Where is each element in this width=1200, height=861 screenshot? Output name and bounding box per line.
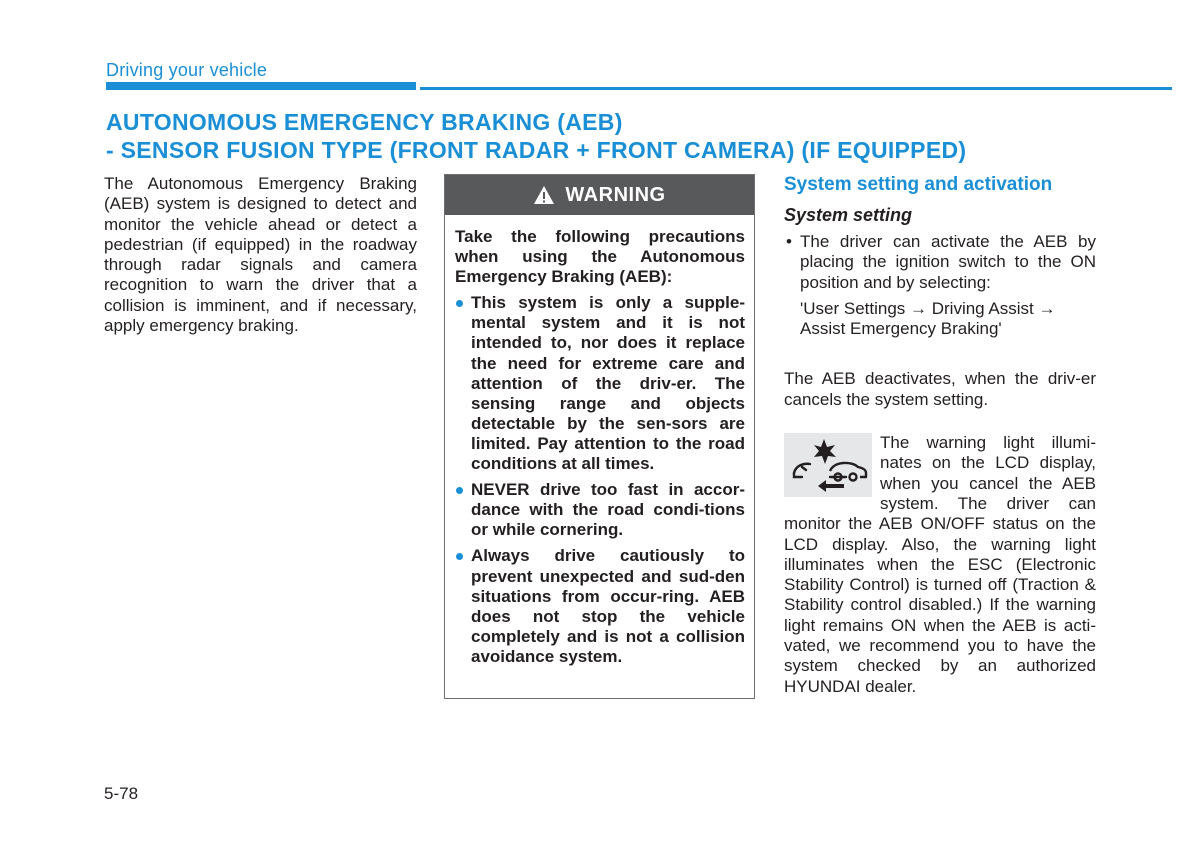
- warning-list: [455, 293, 745, 667]
- warning-item: This system is only a supple-mental system and it is not intended to, nor does it replace the need for extreme care and attention of the driv-er. The sensing range and objects detectable by the sen-sors are limited. Pay attention to the road conditions at all times.: [455, 293, 745, 474]
- header-rule: [420, 87, 1172, 90]
- activation-bullet: • The driver can activate the AEB by placing the ignition switch to the ON position and by selecting:: [784, 232, 1096, 293]
- page-number: 5-78: [104, 784, 139, 803]
- warning-triangle-icon: [533, 185, 555, 205]
- sub-heading: System setting: [784, 205, 913, 225]
- intro-paragraph: The Autonomous Emergency Braking (AEB) system is designed to detect and monitor the vehicle ahead or detect a pedestrian (if equipped) in the roadway through radar signals and camera recognition to warn the driver that a collision is imminent, and if necessary, apply emergency braking.: [104, 174, 417, 336]
- title-line-1: AUTONOMOUS EMERGENCY BRAKING (AEB): [106, 109, 623, 135]
- warning-header: [445, 175, 754, 215]
- warning-item: Always drive cautiously to prevent unexpected and sud-den situations from occur-ring. AEB does not stop the vehicle completely and is not a collision avoidance system.: [455, 546, 745, 667]
- aeb-warning-light-icon: [784, 433, 872, 497]
- section-heading: System setting and activation: [784, 174, 1053, 195]
- menu-path: 'User Settings → Driving Assist → Assist Emergency Braking': [800, 298, 1056, 339]
- warning-box: [444, 174, 755, 699]
- title-line-2: - SENSOR FUSION TYPE (FRONT RADAR + FRONT CAMERA) (IF EQUIPPED): [106, 137, 967, 163]
- warning-intro: Take the following precautions when using the Autonomous Emergency Braking (AEB):: [455, 227, 745, 287]
- section-header: Driving your vehicle: [106, 60, 268, 80]
- warning-body: [445, 215, 754, 667]
- page-title: [106, 108, 1106, 164]
- warning-label: WARNING: [565, 183, 666, 206]
- warning-light-text: The warning light illumi-nates on the LCD display, when you cancel the AEB system. The driver can monitor the AEB ON/OFF status on the LCD display. Also, the warning light illuminates when the ESC (Electronic Stability Control) is turned off (Traction & Stability control disabled.) If the warning light remains ON when the AEB is acti-vated, we recommend you to have the system checked by an authorized HYUNDAI dealer.: [784, 433, 1096, 696]
- warning-item: NEVER drive too fast in accor-dance with the road condi-tions or while cornering.: [455, 480, 745, 540]
- warning-light-paragraph: [784, 433, 1096, 697]
- deactivate-paragraph: The AEB deactivates, when the driv-er cancels the system setting.: [784, 369, 1096, 409]
- header-bar: [106, 82, 416, 90]
- system-section: [784, 174, 1096, 697]
